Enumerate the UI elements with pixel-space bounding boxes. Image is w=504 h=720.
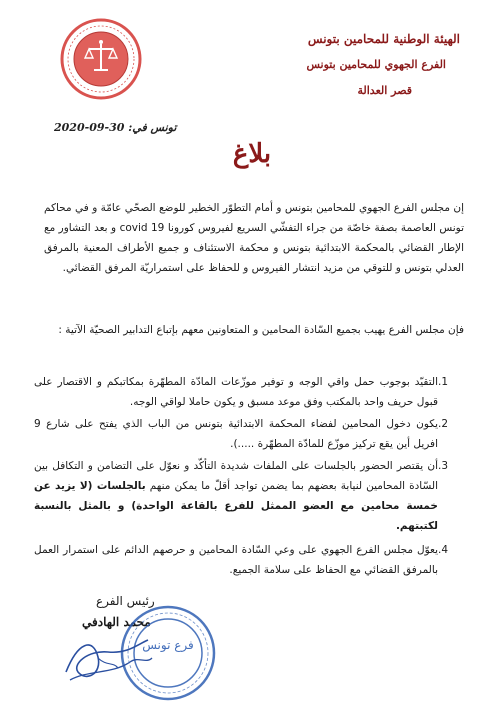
list-item xyxy=(34,540,464,580)
list-item-text-bold: بالجلسات (لا يزيد عن خمسة محامين مع العضو الممثل للفرع بالقاعة الواحدة) و بالمثل بالنسبة لكتبتهم. xyxy=(34,480,438,532)
list-item-number: 4. xyxy=(438,544,449,556)
document-date: تونس في: 30-09-2020 xyxy=(54,121,177,134)
intro-paragraph: إن مجلس الفرع الجهوي للمحامين بتونس و أمام التطوّر الخطير للوضع الصحّي عامّة و في محاكم تونس العاصمة بصفة خاصّة من جراء التفشّي السريع لفيروس كورونا covid 19 و بعد التشاور مع الإطار القضائي بالمحكمة الابتدائية بتونس و محكمة الاستئناف و جميع الأطراف المعنية بالمرفق العدلي بتونس و للتوقي من مزيد انتشار الفيروس و للحفاظ على استمراريّة المرفق القضائي. xyxy=(44,202,464,274)
list-item-text: يكون دخول المحامين لفضاء المحكمة الابتدائية بتونس من الباب الذي يفتح على شارع 9 افريل أين يقع تركيز موزّع للمادّة المطهّرة .....). xyxy=(34,418,438,450)
location-name: قصر العدالة xyxy=(357,84,412,97)
list-item-number: 2. xyxy=(438,418,449,430)
list-item-number: 1. xyxy=(438,376,449,388)
list-item xyxy=(34,414,464,454)
list-item xyxy=(34,456,464,536)
branch-name: الفرع الجهوي للمحامين بتونس xyxy=(306,58,446,71)
list-item-text: التقيّد بوجوب حمل واقي الوجه و توفير موزّعات المادّة المطهّرة بمكاتبكم و الاقتصار على قبول حريف واحد بالمكتب وفق موعد مسبق و يكون حاملا لواقي الوجه. xyxy=(34,376,438,408)
list-item-text-plain: أن يقتصر الحضور بالجلسات على الملفات شديدة التأكّد و نعوّل على التضامن و التكافل بين السّادة المحامين لنيابة بعضهم بما يضمن تواجد أقلّ ما يمكن منهم xyxy=(34,460,438,492)
bar-association-seal-icon xyxy=(60,18,142,100)
list-item-text xyxy=(34,456,438,536)
handwritten-signature-icon xyxy=(58,622,158,692)
page-title: بلاغ xyxy=(232,139,272,169)
signatory-title: رئيس الفرع xyxy=(96,594,155,608)
stamp-text: فرع تونس xyxy=(142,638,194,652)
list-item-text: يعوّل مجلس الفرع الجهوي على وعي السّادة المحامين و حرصهم الدائم على استمرار العمل بالمرفق القضائي مع الحفاظ على سلامة الجميع. xyxy=(34,544,438,576)
list-item-number: 3. xyxy=(438,460,449,472)
organization-name: الهيئة الوطنية للمحامين بتونس xyxy=(307,32,460,46)
signatory-name: محمد الهادفي xyxy=(82,615,151,629)
list-item xyxy=(34,372,464,412)
call-paragraph: فإن مجلس الفرع يهيب بجميع السّادة المحامين و المتعاونين معهم بإتباع التدابير الصحيّة الآتية : xyxy=(58,324,464,336)
